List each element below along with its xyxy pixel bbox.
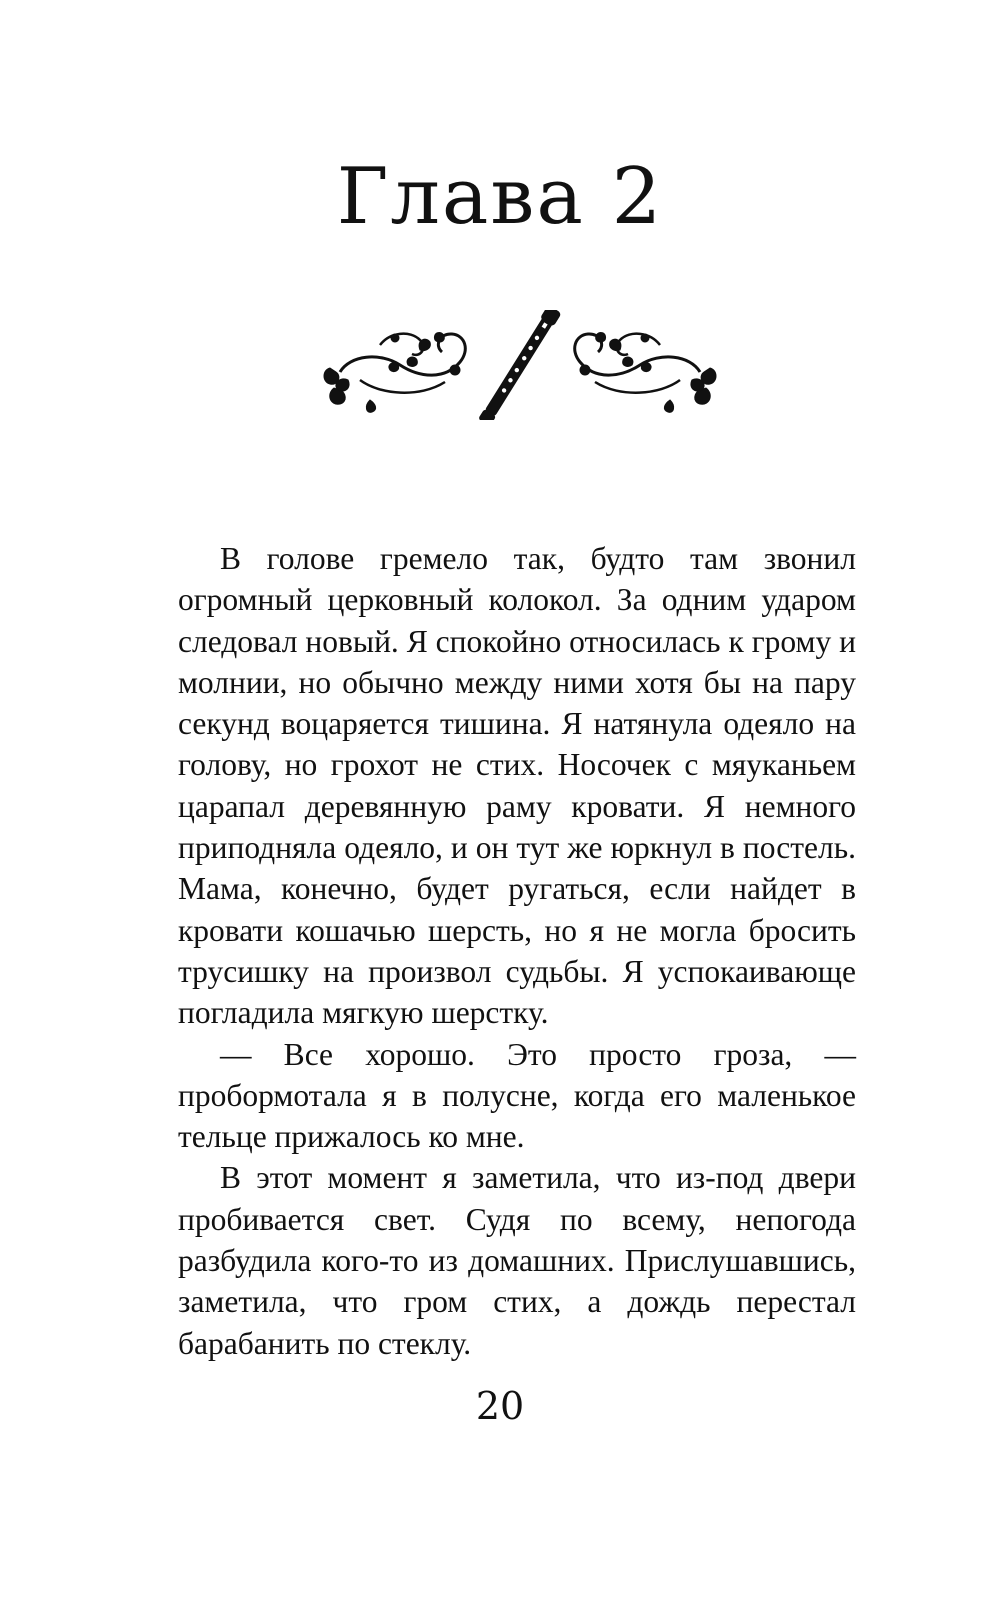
paragraph: В голове гремело так, будто там звонил огромный церковный колокол. За одним ударом следовал новый. Я спокойно относилась к грому и молнии, но обычно между ними хотя бы на пару секунд воцаряется тишина. Я натянула одеяло на голову, но грохот не стих. Носочек с мяуканьем царапал деревянную раму кровати. Я немного приподняла одеяло, и он тут же юркнул в постель. Мама, конечно, будет ругаться, если найдет в кровати кошачью шерсть, но я не могла бросить трусишку на произвол судьбы. Я успокаивающе погладила мягкую шерстку. [178, 541, 856, 1031]
chapter-body [178, 538, 856, 1364]
floral-flourish-icon [575, 333, 716, 413]
flute-icon [477, 310, 562, 420]
floral-flourish-icon [324, 333, 465, 413]
chapter-ornament [320, 310, 720, 420]
paragraph: В этот момент я заметила, что из-под двери пробивается свет. Судя по всему, непогода разбудила кого-то из домашних. Прислушавшись, заметила, что гром стих, а дождь перестал барабанить по стеклу. [178, 1160, 856, 1361]
chapter-title: Глава 2 [336, 152, 664, 242]
paragraph: — Все хорошо. Это просто гроза, — пробормотала я в полусне, когда его маленькое тельце прижалось ко мне. [178, 1036, 856, 1155]
page-number: 20 [475, 1384, 525, 1428]
